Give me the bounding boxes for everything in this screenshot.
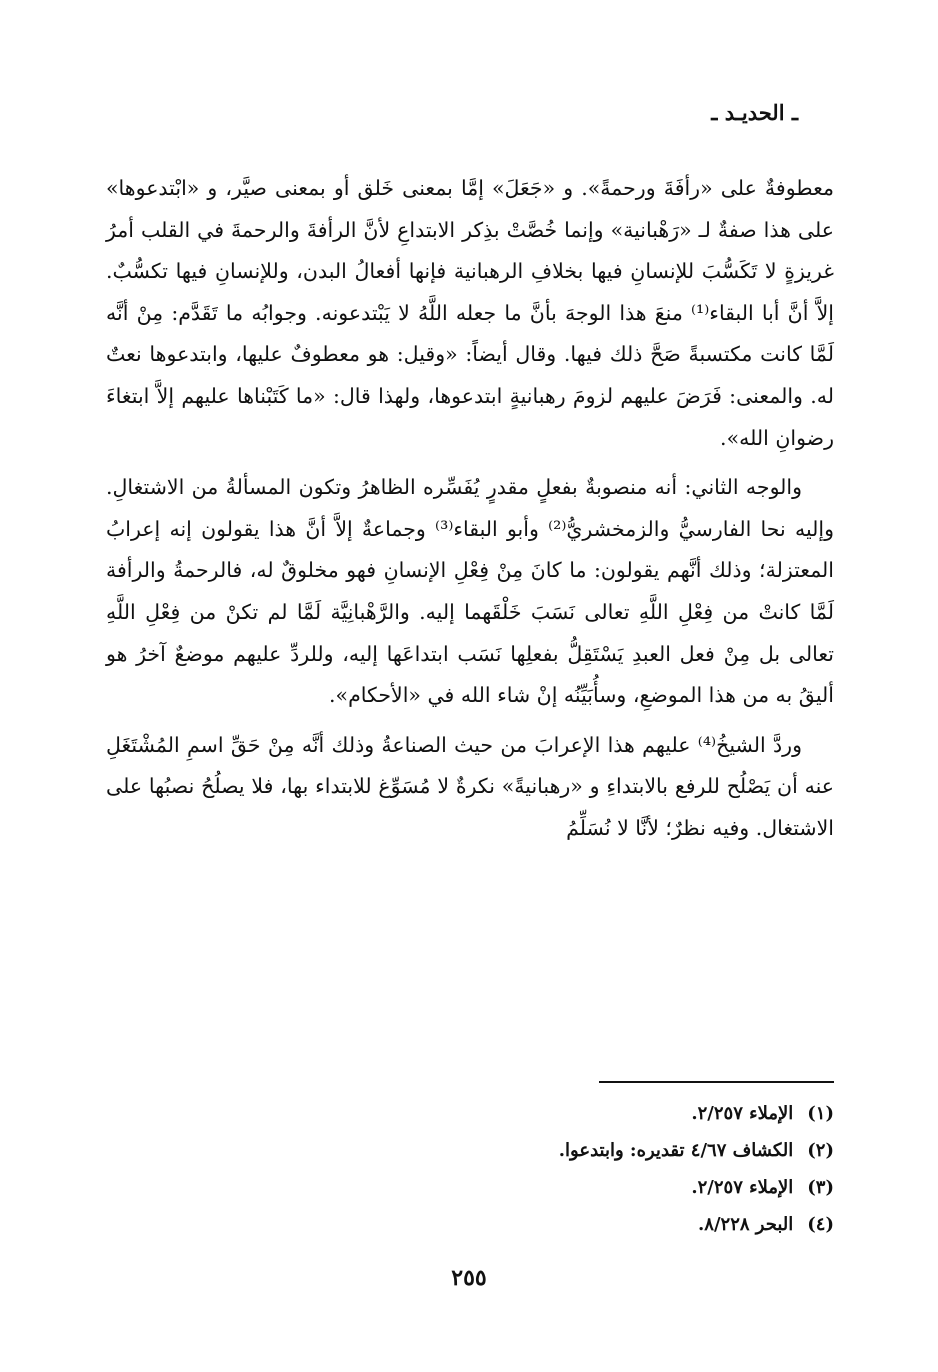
footnote-text: الإملاء ٢/٢٥٧.	[691, 1103, 794, 1124]
footnote-text: الإملاء ٢/٢٥٧.	[691, 1177, 794, 1198]
paragraph-1: معطوفةٌ على «رأفَةَ ورحمةً». و «جَعَلَ» إمَّا بمعنى خَلق أو بمعنى صيَّر، و «ابْتدعوها» على هذا صفةٌ لـ «رَهْبانية» وإنما خُصَّتْ بذِكر الابتداعِ لأنَّ الرأفةَ والرحمةَ في القلب أمرُ غريزةٍ لا تَكَسُّبَ للإنسانِ فيها بخلافِ الرهبانية فإنها أفعالُ البدن، وللإنسانِ فيها تكسُّبٌ. إلاَّ أنَّ أبا البقاء⁽¹⁾ منعَ هذا الوجهَ بأنَّ ما جعله اللَّهُ لا يَبْتدعونه. وجوابُه ما تَقَدَّم: مِنْ أنَّه لَمَّا كانت مكتسبةً صَحَّ ذلك فيها. وقال أيضاً: «وقيل: هو معطوفٌ عليها، وابتدعوها نعتٌ له. والمعنى: فَرَضَ عليهم لزومَ رهبانيةٍ ابتدعوها، ولهذا قال: «ما كَتَبْناها عليهم إلاَّ ابتغاءَ رضوانِ الله».	[106, 176, 834, 450]
footnote-number: (٢)	[807, 1140, 834, 1161]
footnotes	[106, 1095, 834, 1243]
footnote-1	[106, 1095, 834, 1132]
paragraph-3: وردَّ الشيخُ⁽⁴⁾ عليهم هذا الإعرابَ من حيث الصناعةُ وذلك أنَّه مِنْ حَقِّ اسمِ المُشْتَغَلِ عنه أن يَصْلُح للرفع بالابتداءِ و «رهبانيةً» نكرةٌ لا مُسَوِّغ للابتداء بها، فلا يصلُحُ نصبُها على الاشتغال. وفيه نظرٌ؛ لأنَّا لا نُسَلِّمُ	[106, 732, 834, 840]
footnote-number: (٣)	[807, 1177, 834, 1198]
footnote-text: الكشاف ٤/٦٧ تقديره: وابتدعوا.	[558, 1140, 794, 1161]
paragraph-2: والوجه الثاني: أنه منصوبةٌ بفعلٍ مقدرٍ يُفَسِّره الظاهرُ وتكون المسألةُ من الاشتغالِ. وإليه نحا الفارسيُّ والزمخشريُّ⁽²⁾ وأبو البقاء⁽³⁾ وجماعةٌ إلاَّ أنَّ هذا يقولون إنه إعرابُ المعتزلة؛ وذلك أنَّهم يقولون: ما كانَ مِنْ فِعْلِ الإنسانِ فهو مخلوقٌ له، فالرحمةُ والرأفة لَمَّا كانتْ من فِعْلِ اللَّهِ تعالى نَسَبَ خَلْقَهما إليه. والرَّهْبانِيَّة لَمَّا لم تكنْ من فِعْلِ اللَّهِ تعالى بل مِنْ فعل العبدِ يَسْتَقِلُّ بفعلِها نَسَب ابتداعَها إليه، وللردِّ عليهم موضعٌ آخرُ هو أليقُ به من هذا الموضعِ، وسأُبَيِّنُه إنْ شاء الله في «الأحكام».	[106, 475, 834, 708]
footnote-4	[106, 1206, 834, 1243]
footnote-3	[106, 1169, 834, 1206]
footnote-divider	[599, 1081, 834, 1083]
running-head: ـ الحديـد ـ	[711, 100, 798, 125]
footnote-text: البحر ٨/٢٢٨.	[698, 1214, 794, 1235]
footnote-number: (٤)	[807, 1214, 834, 1235]
page-number: ٢٥٥	[451, 1265, 487, 1291]
footnote-number: (١)	[807, 1103, 834, 1124]
footnote-2	[106, 1132, 834, 1169]
main-text	[106, 168, 834, 858]
